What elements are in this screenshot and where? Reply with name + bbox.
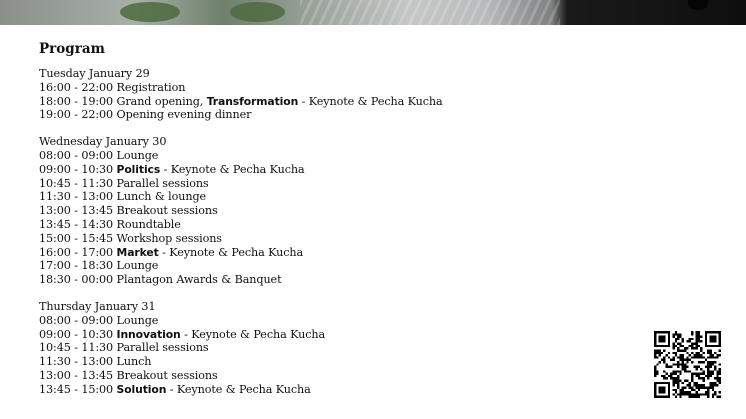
item-title: Lounge <box>116 313 159 327</box>
item-title: Workshop sessions <box>116 231 222 245</box>
item-time: 11:30 - 13:00 <box>39 355 114 369</box>
item-detail: - Keynote & Pecha Kucha <box>166 382 311 396</box>
item-time: 13:00 - 13:45 <box>39 368 114 382</box>
schedule-item <box>39 383 599 397</box>
item-time: 08:00 - 09:00 <box>39 313 114 327</box>
schedule-item <box>39 355 599 369</box>
item-time: 19:00 - 22:00 <box>39 108 114 122</box>
item-time: 16:00 - 22:00 <box>39 80 114 94</box>
schedule-item <box>39 328 599 342</box>
day-date: Thursday January 31 <box>39 299 156 313</box>
program-section <box>39 40 599 410</box>
header-photo <box>0 0 746 25</box>
schedule-item <box>39 81 599 95</box>
item-title: Lunch & lounge <box>116 190 207 204</box>
schedule-item <box>39 246 599 260</box>
schedule-item <box>39 108 599 122</box>
schedule-item <box>39 369 599 383</box>
item-theme: Politics <box>116 162 161 176</box>
item-time: 13:45 - 15:00 <box>39 382 114 396</box>
photo-dark-object <box>688 0 708 10</box>
item-time: 10:45 - 11:30 <box>39 176 114 190</box>
item-title: Lounge <box>116 148 159 162</box>
schedule-item <box>39 341 599 355</box>
item-theme: Solution <box>116 382 167 396</box>
item-title: Roundtable <box>116 217 181 231</box>
item-time: 18:00 - 19:00 <box>39 94 114 108</box>
item-title: Grand opening, <box>116 94 207 108</box>
item-title: Parallel sessions <box>116 176 209 190</box>
item-detail: - Keynote & Pecha Kucha <box>180 327 326 341</box>
item-time: 17:00 - 18:30 <box>39 259 114 273</box>
item-time: 10:45 - 11:30 <box>39 341 114 355</box>
item-time: 09:00 - 10:30 <box>39 327 114 341</box>
item-title: Plantagon Awards & Banquet <box>116 273 282 287</box>
schedule-item <box>39 190 599 204</box>
photo-tree <box>230 2 285 22</box>
program-days <box>39 67 599 397</box>
item-title: Parallel sessions <box>116 341 209 355</box>
program-day <box>39 135 599 287</box>
day-date: Tuesday January 29 <box>39 67 150 80</box>
schedule-item <box>39 95 599 109</box>
item-theme: Innovation <box>116 327 181 341</box>
day-date: Wednesday January 30 <box>39 135 167 149</box>
item-title: Lunch <box>116 355 152 369</box>
item-time: 16:00 - 17:00 <box>39 245 114 259</box>
item-detail: - Keynote & Pecha Kucha <box>158 245 304 259</box>
schedule-item <box>39 149 599 163</box>
item-time: 13:00 - 13:45 <box>39 204 114 218</box>
item-theme: Transformation <box>206 94 299 108</box>
item-theme: Market <box>116 245 159 259</box>
item-time: 13:45 - 14:30 <box>39 217 114 231</box>
photo-tree <box>120 2 180 22</box>
program-day <box>39 67 599 122</box>
schedule-item <box>39 177 599 191</box>
item-title: Opening evening dinner <box>116 108 252 122</box>
qr-code-icon <box>654 331 721 398</box>
schedule-item <box>39 259 599 273</box>
item-time: 09:00 - 10:30 <box>39 162 114 176</box>
item-detail: - Keynote & Pecha Kucha <box>298 94 443 108</box>
item-time: 15:00 - 15:45 <box>39 231 114 245</box>
schedule-item <box>39 218 599 232</box>
program-day <box>39 300 599 397</box>
schedule-item <box>39 204 599 218</box>
schedule-item <box>39 232 599 246</box>
item-time: 11:30 - 13:00 <box>39 190 114 204</box>
item-title: Breakout sessions <box>116 368 218 382</box>
schedule-item <box>39 314 599 328</box>
schedule-item <box>39 163 599 177</box>
item-time: 18:30 - 00:00 <box>39 273 114 287</box>
item-title: Lounge <box>116 259 159 273</box>
item-title: Registration <box>116 80 186 94</box>
program-heading: Program <box>39 41 105 57</box>
item-time: 08:00 - 09:00 <box>39 148 114 162</box>
item-detail: - Keynote & Pecha Kucha <box>160 162 305 176</box>
item-title: Breakout sessions <box>116 204 218 218</box>
schedule-item <box>39 273 599 287</box>
photo-paving <box>300 0 560 25</box>
